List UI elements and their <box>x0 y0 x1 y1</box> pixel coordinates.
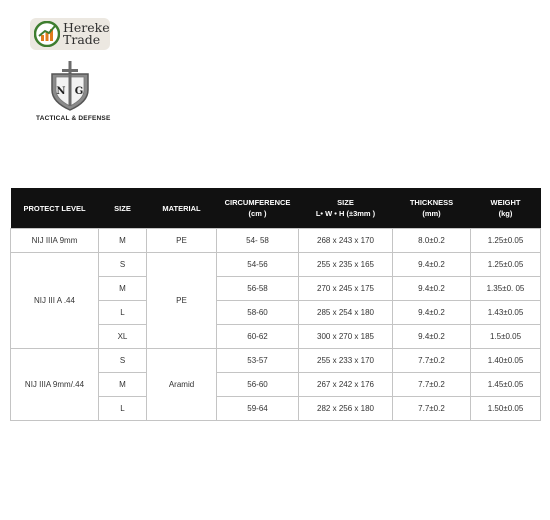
thickness-cell: 9.4±0.2 <box>393 277 471 301</box>
column-header-title: PROTECT LEVEL <box>23 203 86 213</box>
column-header <box>299 188 393 229</box>
thickness-cell: 9.4±0.2 <box>393 301 471 325</box>
column-header <box>393 188 471 229</box>
protect-level-cell: NIJ III A .44 <box>11 253 99 349</box>
size-cell: S <box>99 253 147 277</box>
thickness-cell: 7.7±0.2 <box>393 349 471 373</box>
logo-letter-n: N <box>56 86 66 97</box>
material-cell: PE <box>147 229 217 253</box>
column-header-title: SIZE <box>114 203 131 213</box>
column-header <box>471 188 541 229</box>
shield-sword-icon <box>44 60 96 112</box>
size-cell: XL <box>99 325 147 349</box>
dimensions-cell: 255 x 233 x 170 <box>299 349 393 373</box>
column-header-unit: L• W • H (±3mm ) <box>315 209 376 218</box>
circumference-cell: 53-57 <box>217 349 299 373</box>
table-row <box>11 229 541 253</box>
circumference-cell: 54- 58 <box>217 229 299 253</box>
logo-line-2: Trade <box>63 32 101 47</box>
logo-line-1: Hereke <box>63 20 110 35</box>
material-cell: Aramid <box>147 349 217 421</box>
size-cell: M <box>99 277 147 301</box>
circumference-cell: 56-60 <box>217 373 299 397</box>
dimensions-cell: 282 x 256 x 180 <box>299 397 393 421</box>
column-header-title: SIZE <box>337 198 354 207</box>
column-header <box>217 188 299 229</box>
column-header <box>11 188 99 229</box>
size-cell: S <box>99 349 147 373</box>
hereke-trade-wordmark <box>63 22 110 46</box>
dimensions-cell: 268 x 243 x 170 <box>299 229 393 253</box>
circumference-cell: 60-62 <box>217 325 299 349</box>
size-cell: M <box>99 229 147 253</box>
logo-letter-g: G <box>74 86 84 97</box>
column-header-title: THICKNESS <box>409 198 454 207</box>
weight-cell: 1.40±0.05 <box>471 349 541 373</box>
circumference-cell: 56-58 <box>217 277 299 301</box>
dimensions-cell: 255 x 235 x 165 <box>299 253 393 277</box>
dimensions-cell: 270 x 245 x 175 <box>299 277 393 301</box>
protect-level-cell: NIJ IIIA 9mm <box>11 229 99 253</box>
table-body <box>11 229 541 421</box>
column-header-title: WEIGHT <box>490 198 521 207</box>
size-cell: L <box>99 397 147 421</box>
logo-tagline: TACTICAL & DEFENSE <box>36 115 111 122</box>
weight-cell: 1.35±0. 05 <box>471 277 541 301</box>
dimensions-cell: 300 x 270 x 185 <box>299 325 393 349</box>
weight-cell: 1.43±0.05 <box>471 301 541 325</box>
column-header <box>99 188 147 229</box>
protect-level-cell: NIJ IIIA 9mm/.44 <box>11 349 99 421</box>
circumference-cell: 54-56 <box>217 253 299 277</box>
spec-table <box>10 188 541 421</box>
table-row <box>11 349 541 373</box>
table-header <box>11 188 541 229</box>
thickness-cell: 9.4±0.2 <box>393 253 471 277</box>
growth-chart-icon <box>34 21 60 47</box>
column-header <box>147 188 217 229</box>
dimensions-cell: 285 x 254 x 180 <box>299 301 393 325</box>
weight-cell: 1.25±0.05 <box>471 253 541 277</box>
thickness-cell: 9.4±0.2 <box>393 325 471 349</box>
ng-tactical-logo <box>30 60 110 128</box>
weight-cell: 1.50±0.05 <box>471 397 541 421</box>
circumference-cell: 58-60 <box>217 301 299 325</box>
table-row <box>11 253 541 277</box>
thickness-cell: 7.7±0.2 <box>393 397 471 421</box>
weight-cell: 1.25±0.05 <box>471 229 541 253</box>
column-header-title: MATERIAL <box>162 203 201 213</box>
circumference-cell: 59-64 <box>217 397 299 421</box>
dimensions-cell: 267 x 242 x 176 <box>299 373 393 397</box>
column-header-unit: (cm ) <box>248 209 267 218</box>
weight-cell: 1.5±0.05 <box>471 325 541 349</box>
material-cell: PE <box>147 253 217 349</box>
thickness-cell: 8.0±0.2 <box>393 229 471 253</box>
size-cell: L <box>99 301 147 325</box>
header-row <box>11 188 541 229</box>
thickness-cell: 7.7±0.2 <box>393 373 471 397</box>
column-header-unit: (kg) <box>498 209 513 218</box>
hereke-trade-logo <box>30 18 110 50</box>
weight-cell: 1.45±0.05 <box>471 373 541 397</box>
column-header-title: CIRCUMFERENCE <box>224 198 291 207</box>
column-header-unit: (mm) <box>422 209 441 218</box>
size-cell: M <box>99 373 147 397</box>
